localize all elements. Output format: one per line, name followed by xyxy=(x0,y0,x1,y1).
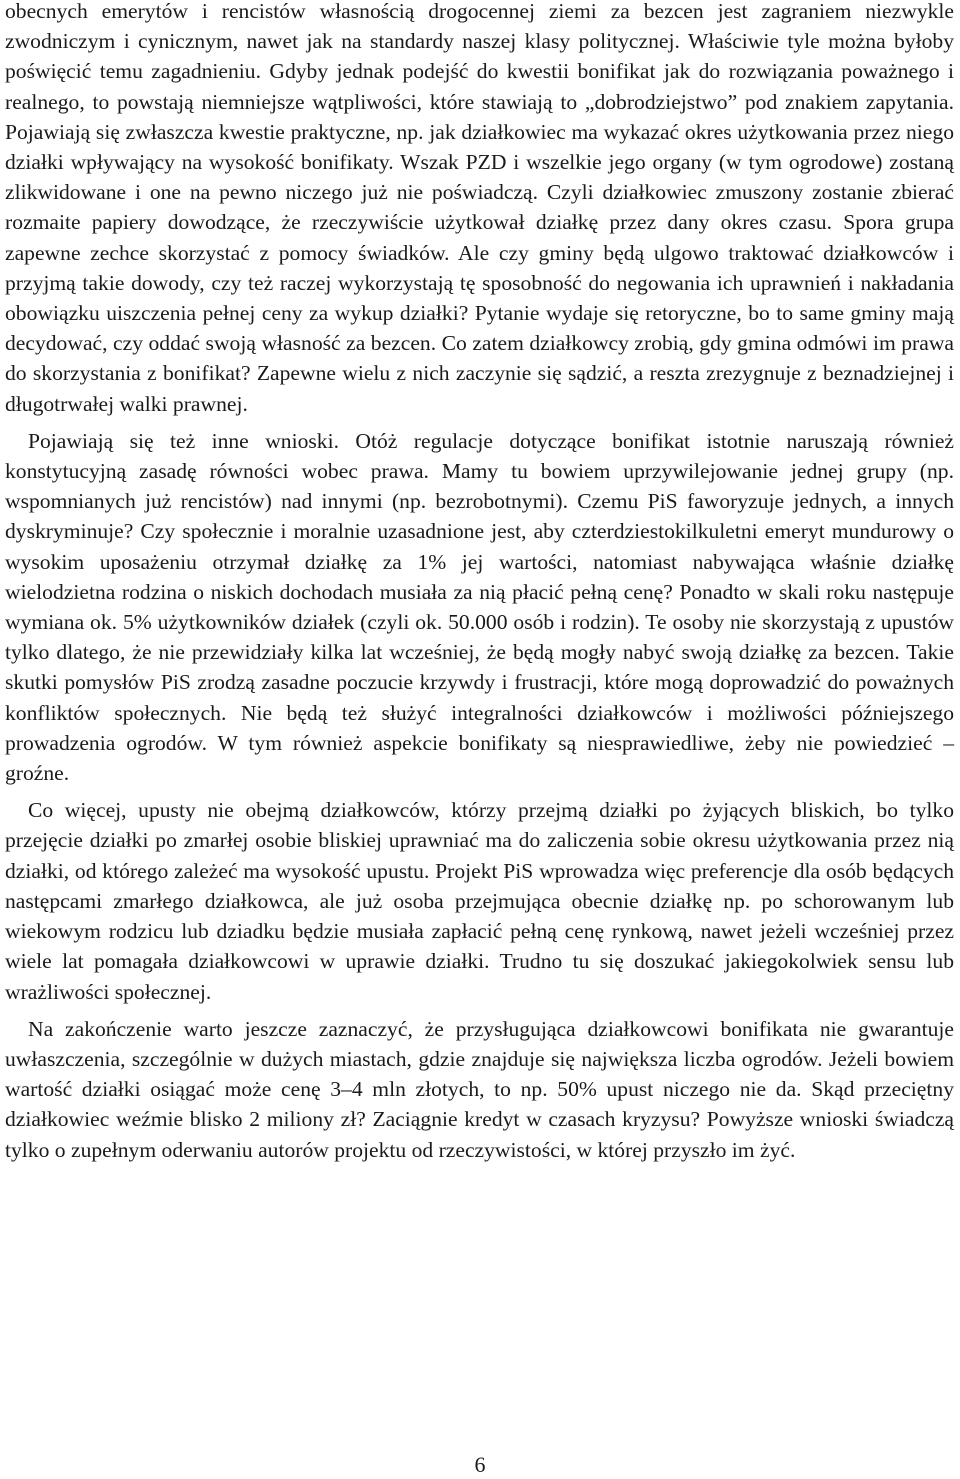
paragraph-3: Co więcej, upusty nie obejmą działkowców, którzy przejmą działki po żyjących bliskich, bo tylko przejęcie działki po zmarłej osobie bliskiej uprawniać ma do zaliczenia sobie okresu użytkowania przez nią działki, od którego zależeć ma wysokość upustu. Projekt PiS wprowadza więc preferencje dla osób będących następcami zmarłego działkowca, ale już osoba przejmująca obecnie działkę np. po schorowanym lub wiekowym rodzicu lub dziadku będzie musiała zapłacić pełną cenę rynkową, nawet jeżeli wcześniej przez wiele lat pomagała działkowcowi w uprawie działki. Trudno tu się doszukać jakiegokolwiek sensu lub wrażliwości społecznej. xyxy=(5,798,954,1004)
page-number: 6 xyxy=(474,1452,486,1477)
paragraph-2: Pojawiają się też inne wnioski. Otóż regulacje dotyczące bonifikat istotnie naruszają również konstytucyjną zasadę równości wobec prawa. Mamy tu bowiem uprzywilejowanie jednej grupy (np. wspomnianych już rencistów) nad innymi (np. bezrobotnymi). Czemu PiS faworyzuje jednych, a innych dyskryminuje? Czy społecznie i moralnie uzasadnione jest, aby czterdziestokilkuletni emeryt mundurowy o wysokim uposażeniu otrzymał działkę za 1% jej wartości, natomiast nabywająca właśnie działkę wielodzietna rodzina o niskich dochodach musiała za nią płacić pełną cenę? Ponadto w skali roku następuje wymiana ok. 5% użytkowników działek (czyli ok. 50.000 osób i rodzin). Te osoby nie skorzystają z upustów tylko dlatego, że nie przewidziały kilka lat wcześniej, że będą mogły nabyć swoją działkę za bezcen. Takie skutki pomysłów PiS zrodzą zasadne poczucie krzywdy i frustracji, które mogą doprowadzić do poważnych konfliktów społecznych. Nie będą też służyć integralności działkowców i możliwości późniejszego prowadzenia ogrodów. W tym również aspekcie bonifikaty są niesprawiedliwe, żeby nie powiedzieć – groźne. xyxy=(5,428,954,786)
paragraph-1: obecnych emerytów i rencistów własnością drogocennej ziemi za bezcen jest zagraniem niezwykle zwodniczym i cynicznym, nawet jak na standardy naszej klasy politycznej. Właściwie tyle można byłoby poświęcić temu zagadnieniu. Gdyby jednak podejść do kwestii bonifikat jak do rozwiązania poważnego i realnego, to powstają niemniejsze wątpliwości, które stawiają to „dobrodziejstwo” pod znakiem zapytania. Pojawiają się zwłaszcza kwestie praktyczne, np. jak działkowiec ma wykazać okres użytkowania przez niego działki wpływający na wysokość bonifikaty. Wszak PZD i wszelkie jego organy (w tym ogrodowe) zostaną zlikwidowane i one na pewno niczego już nie poświadczą. Czyli działkowiec zmuszony zostanie zbierać rozmaite papiery dowodzące, że rzeczywiście użytkował działkę przez dany okres czasu. Spora grupa zapewne zechce skorzystać z pomocy świadków. Ale czy gminy będą ulgowo traktować działkowców i przyjmą takie dowody, czy też raczej wykorzystają tę sposobność do negowania ich uprawnień i nakładania obowiązku uiszczenia pełnej ceny za wykup działki? Pytanie wydaje się retoryczne, bo to same gminy mają decydować, czy oddać swoją własność za bezcen. Co zatem działkowcy zrobią, gdy gmina odmówi im prawa do skorzystania z bonifikat? Zapewne wielu z nich zaczynie się sądzić, a reszta zrezygnuje z beznadziejnej i długotrwałej walki prawnej. xyxy=(5,0,954,416)
document-page xyxy=(5,0,954,1165)
paragraph-4: Na zakończenie warto jeszcze zaznaczyć, że przysługująca działkowcowi bonifikata nie gwarantuje uwłaszczenia, szczególnie w dużych miastach, gdzie znajduje się największa liczba ogrodów. Jeżeli bowiem wartość działki osiągać może cenę 3–4 mln złotych, to np. 50% upust niczego nie da. Skąd przeciętny działkowiec weźmie blisko 2 miliony zł? Zaciągnie kredyt w czasach kryzysu? Powyższe wnioski świadczą tylko o zupełnym oderwaniu autorów projektu od rzeczywistości, w której przyszło im żyć. xyxy=(5,1016,954,1162)
